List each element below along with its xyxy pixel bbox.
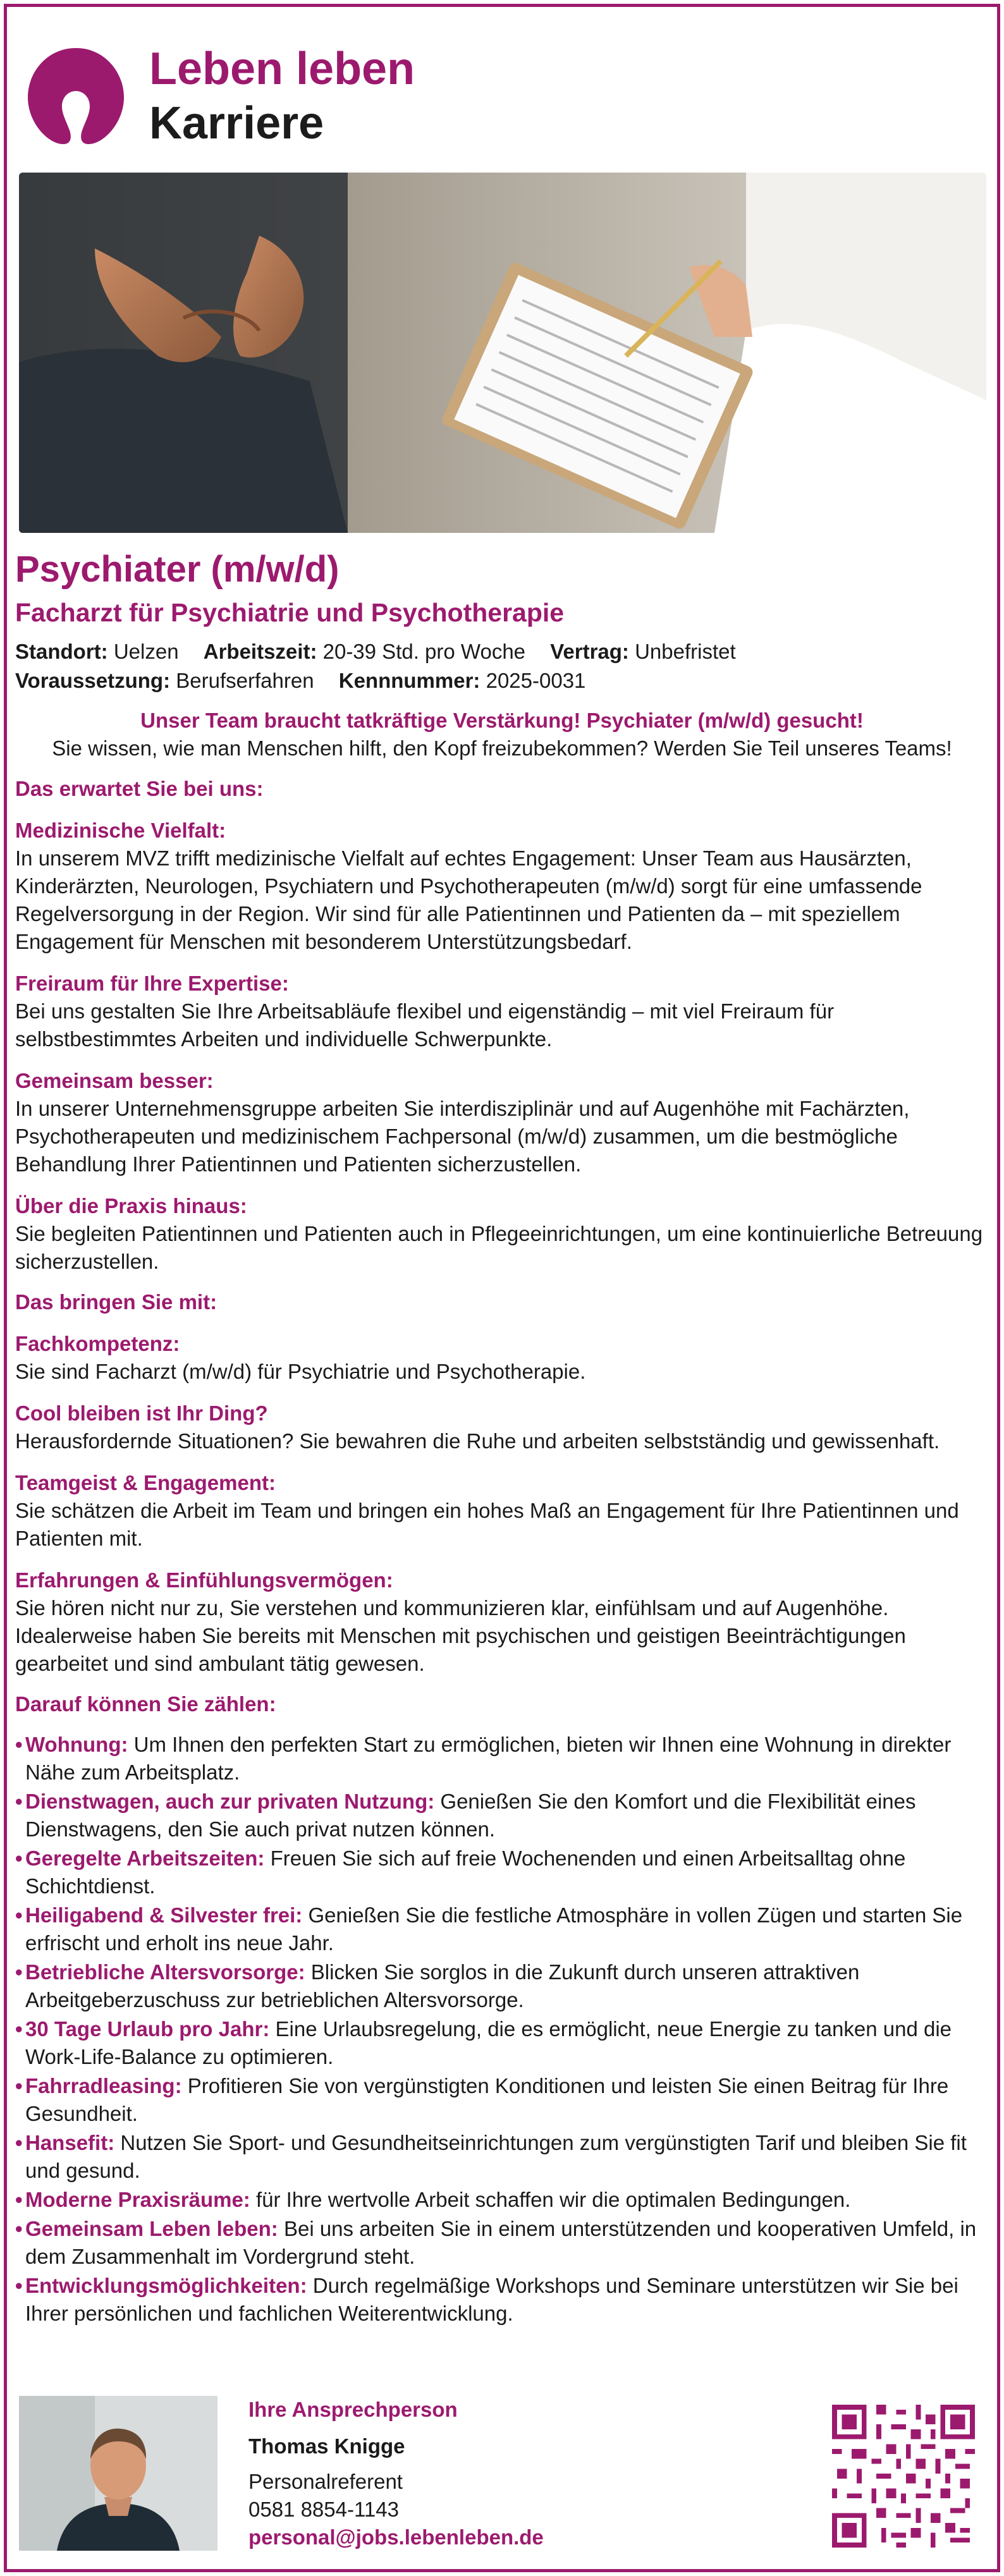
benefit-text: Genießen Sie die festliche Atmosphäre in vollen Zügen und starten Sie erfrischt und erholt ins neue Jahr. [25, 1903, 963, 1955]
brand-wordmark [149, 42, 415, 150]
benefit-title: Fahrradleasing: [25, 2074, 182, 2097]
bullet-icon: • [15, 1903, 23, 1927]
contact-email-link[interactable]: personal@jobs.lebenleben.de [248, 2525, 544, 2549]
standort-value: Uelzen [113, 640, 179, 663]
benefit-item [15, 2072, 989, 2128]
benefit-text: Genießen Sie den Komfort und die Flexibilität eines Dienstwagens, den Sie auch privat nutzen können. [25, 1790, 916, 1841]
bring-item-title: Erfahrungen & Einfühlungsvermögen: [15, 1568, 393, 1592]
bullet-icon: • [15, 2131, 23, 2154]
benefit-text: Eine Urlaubsregelung, die es ermöglicht, neue Energie zu tanken und die Work-Life-Balance zu optimieren. [25, 2017, 952, 2068]
benefit-text: Blicken Sie sorglos in die Zukunft durch unseren attraktiven Arbeitgeberzuschuss zur betrieblichen Altersvorsorge. [25, 1960, 860, 2011]
benefit-title: Wohnung: [25, 1733, 128, 1756]
bring-item-title: Cool bleiben ist Ihr Ding? [15, 1401, 268, 1425]
contact-name: Thomas Knigge [248, 2434, 405, 2458]
benefit-title: Hansefit: [25, 2131, 115, 2154]
voraussetzung-value: Berufserfahren [176, 669, 314, 692]
benefit-item [15, 1731, 989, 1786]
job-subtitle: Facharzt für Psychiatrie und Psychotherapie [15, 598, 565, 627]
hero-illustration [19, 173, 986, 533]
intro-text: Sie wissen, wie man Menschen hilft, den Kopf freizubekommen? Werden Sie Teil unseres Teams! [52, 736, 952, 760]
bullet-icon: • [15, 2274, 23, 2297]
expect-list [15, 817, 989, 1276]
bullet-icon: • [15, 2188, 23, 2211]
benefit-title: Dienstwagen, auch zur privaten Nutzung: [25, 1790, 435, 1813]
benefit-text: für Ihre wertvolle Arbeit schaffen wir die optimalen Bedingungen. [255, 2188, 851, 2211]
contact-photo [19, 2396, 217, 2551]
benefit-text: Bei uns arbeiten Sie in einem unterstützenden und kooperativen Umfeld, in dem Zusammenhalt im Vordergrund steht. [25, 2217, 977, 2268]
avatar [19, 2396, 217, 2551]
benefit-title: Geregelte Arbeitszeiten: [25, 1847, 265, 1870]
arbeitszeit-label: Arbeitszeit: [203, 640, 317, 663]
benefit-item [15, 2215, 989, 2271]
benefits-list [15, 1731, 989, 2328]
benefit-title: Moderne Praxisräume: [25, 2188, 250, 2211]
contact-phone[interactable]: 0581 8854-1143 [248, 2498, 399, 2521]
kennnummer-value: 2025-0031 [486, 669, 586, 692]
benefit-item [15, 1788, 989, 1843]
bullet-icon: • [15, 1790, 23, 1813]
expect-item-title: Über die Praxis hinaus: [15, 1194, 247, 1218]
benefit-text: Um Ihnen den perfekten Start zu ermöglichen, bieten wir Ihnen eine Wohnung in direkter Nähe zum Arbeitsplatz. [25, 1733, 952, 1784]
bring-item-text: Sie schätzen die Arbeit im Team und bringen ein hohes Maß an Engagement für Ihre Patientinnen und Patienten mit. [15, 1499, 959, 1550]
benefits-heading: Darauf können Sie zählen: [15, 1692, 276, 1716]
bring-item-text: Herausfordernde Situationen? Sie bewahren die Ruhe und arbeiten selbstständig und gewissenhaft. [15, 1429, 940, 1453]
contact-role: Personalreferent [248, 2470, 403, 2493]
contact-footer [19, 2396, 986, 2554]
expect-item-text: In unserer Unternehmensgruppe arbeiten Sie interdisziplinär und auf Augenhöhe mit Fachärzten, Psychotherapeuten und medizinischem Fachpersonal (m/w/d) zusammen, um die bestmögliche Behandlung Ihrer Patientinnen und Patienten sicherzustellen. [15, 1097, 910, 1176]
standort-label: Standort: [15, 640, 108, 663]
benefit-item [15, 1845, 989, 1900]
benefit-title: Gemeinsam Leben leben: [25, 2217, 278, 2240]
bring-list [15, 1330, 989, 1678]
benefit-title: Betriebliche Altersvorsorge: [25, 1960, 305, 1984]
benefit-item [15, 2272, 989, 2328]
job-title: Psychiater (m/w/d) [15, 549, 340, 590]
bullet-icon: • [15, 2074, 23, 2097]
bullet-icon: • [15, 1960, 23, 1984]
contact-heading: Ihre Ansprechperson [248, 2398, 458, 2421]
benefit-title: Entwicklungsmöglichkeiten: [25, 2274, 307, 2297]
benefit-item [15, 2186, 989, 2214]
brand-line-1: Leben leben [149, 44, 415, 94]
benefit-item [15, 2129, 989, 2185]
brand-line-2: Karriere [149, 98, 324, 149]
kennnummer-label: Kennnummer: [338, 669, 481, 692]
bullet-icon: • [15, 2017, 23, 2041]
benefit-item [15, 2015, 989, 2071]
expect-item-text: In unserem MVZ trifft medizinische Vielfalt auf echtes Engagement: Unser Team aus Hausärzten, Kinderärzten, Neurologen, Psychiatern und Psychotherapeuten (m/w/d) sorgt für eine umfassende Regelversorgung in der Region. Wir sind für alle Patientinnen und Patienten da – mit speziellem Engagement für Menschen mit besonderem Unterstützungsbedarf. [15, 846, 922, 953]
bring-item-text: Sie hören nicht nur zu, Sie verstehen und kommunizieren klar, einfühlsam und auf Augenhöhe. Idealerweise haben Sie bereits mit Menschen mit psychischen und geistigen Beeinträchtigungen gearbeitet und sind ambulant tätig gewesen. [15, 1596, 906, 1675]
job-meta-row-2 [15, 666, 989, 695]
vertrag-label: Vertrag: [550, 640, 629, 663]
intro [15, 707, 989, 762]
arbeitszeit-value: 20-39 Std. pro Woche [322, 640, 526, 663]
expect-item-title: Freiraum für Ihre Expertise: [15, 972, 289, 995]
benefit-text: Freuen Sie sich auf freie Wochenenden und einen Arbeitsalltag ohne Schichtdienst. [25, 1847, 906, 1898]
bullet-icon: • [15, 1847, 23, 1870]
benefit-item [15, 1958, 989, 2014]
brand-logo-icon [25, 46, 126, 148]
hero-image [19, 173, 986, 533]
bring-item-text: Sie sind Facharzt (m/w/d) für Psychiatrie und Psychotherapie. [15, 1360, 586, 1383]
content [15, 547, 989, 2329]
expect-heading: Das erwartet Sie bei uns: [15, 777, 264, 800]
bullet-icon: • [15, 1733, 23, 1756]
bring-item-title: Teamgeist & Engagement: [15, 1471, 276, 1494]
qr-code-icon[interactable] [832, 2405, 975, 2548]
benefit-text: Profitieren Sie von vergünstigten Konditionen und leisten Sie einen Beitrag für Ihre Gesundheit. [25, 2074, 949, 2125]
intro-headline: Unser Team braucht tatkräftige Verstärkung! Psychiater (m/w/d) gesucht! [140, 709, 864, 732]
voraussetzung-label: Voraussetzung: [15, 669, 171, 692]
expect-item-title: Gemeinsam besser: [15, 1069, 214, 1092]
benefit-title: Heiligabend & Silvester frei: [25, 1903, 303, 1927]
expect-item-text: Bei uns gestalten Sie Ihre Arbeitsabläufe flexibel und eigenständig – mit viel Freiraum für selbstbestimmtes Arbeiten und individuelle Schwerpunkte. [15, 999, 835, 1051]
expect-item-title: Medizinische Vielfalt: [15, 819, 226, 842]
bring-item-title: Fachkompetenz: [15, 1332, 180, 1355]
benefit-text: Nutzen Sie Sport- und Gesundheitseinrichtungen zum vergünstigten Tarif und bleiben Sie fit und gesund. [25, 2131, 967, 2182]
job-meta-row-1 [15, 637, 989, 666]
bullet-icon: • [15, 2217, 23, 2240]
job-meta [15, 637, 989, 695]
expect-item-text: Sie begleiten Patientinnen und Patienten auch in Pflegeeinrichtungen, um eine kontinuierliche Betreuung sicherzustellen. [15, 1222, 983, 1273]
bring-heading: Das bringen Sie mit: [15, 1290, 217, 1314]
benefit-item [15, 1901, 989, 1957]
benefit-title: 30 Tage Urlaub pro Jahr: [25, 2017, 270, 2041]
contact-info [248, 2396, 544, 2551]
benefit-text: Durch regelmäßige Workshops und Seminare unterstützen wir Sie bei Ihrer persönlichen und fachlichen Weiterentwicklung. [25, 2274, 958, 2325]
vertrag-value: Unbefristet [635, 640, 736, 663]
